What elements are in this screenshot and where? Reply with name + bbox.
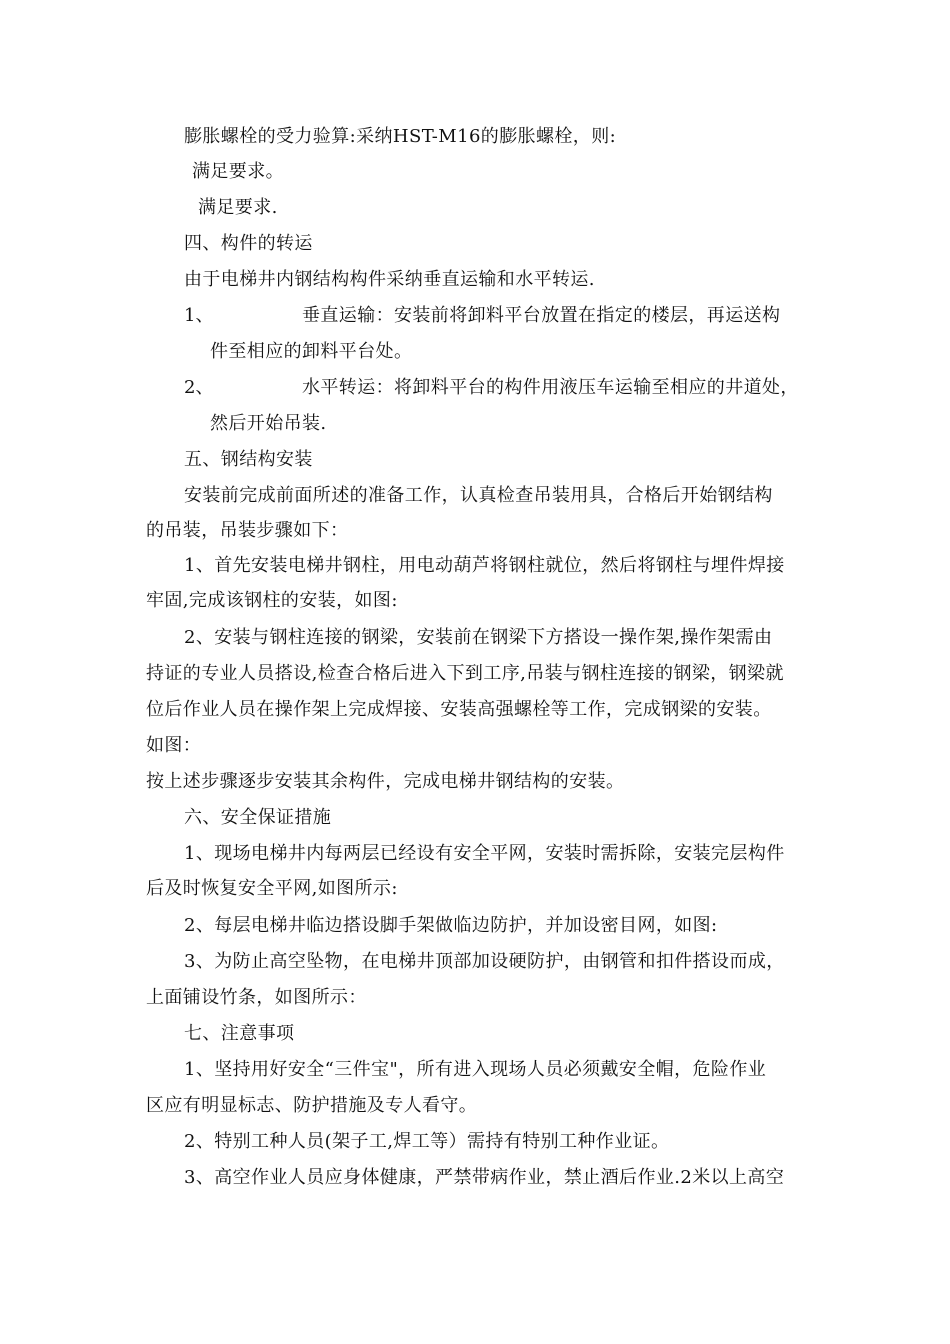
paragraph-line: 1、坚持用好安全“三件宝"，所有进入现场人员必须戴安全帽，危险作业 <box>184 1059 767 1080</box>
requirement-met-line-2: 满足要求. <box>198 197 278 218</box>
list-item-1-line-2: 件至相应的卸料平台处。 <box>210 341 413 362</box>
bolt-calc-line: 膨胀螺栓的受力验算:采纳HST-M16的膨胀螺栓，则: <box>184 126 617 147</box>
section-heading-5: 五、钢结构安装 <box>184 449 313 470</box>
paragraph-line: 上面铺设竹条，如图所示： <box>146 987 367 1008</box>
paragraph-line: 1、首先安装电梯井钢柱，用电动葫芦将钢柱就位，然后将钢柱与埋件焊接 <box>184 555 785 576</box>
paragraph-line: 位后作业人员在操作架上完成焊接、安装高强螺栓等工作，完成钢梁的安装。 <box>146 699 772 720</box>
list-item-1-line-1: 垂直运输：安装前将卸料平台放置在指定的楼层，再运送构 <box>302 305 781 326</box>
section-heading-7: 七、注意事项 <box>184 1023 295 1044</box>
paragraph-line: 如图： <box>146 735 202 756</box>
paragraph-line: 后及时恢复安全平网,如图所示: <box>146 878 398 899</box>
paragraph-line: 3、高空作业人员应身体健康，严禁带病作业，禁止酒后作业.2米以上高空 <box>184 1167 785 1188</box>
paragraph-line: 3、为防止高空坠物，在电梯井顶部加设硬防护，由钢管和扣件搭设而成， <box>184 951 785 972</box>
list-marker-2: 2、 <box>184 377 214 398</box>
paragraph-line: 2、特别工种人员(架子工,焊工等）需持有特别工种作业证。 <box>184 1131 670 1152</box>
requirement-met-line-1: 满足要求。 <box>192 161 284 182</box>
list-marker-1: 1、 <box>184 305 214 326</box>
paragraph-line: 区应有明显标志、防护措施及专人看守。 <box>146 1095 478 1116</box>
paragraph-line: 2、安装与钢柱连接的钢梁，安装前在钢梁下方搭设一操作架,操作架需由 <box>184 627 773 648</box>
list-item-2-line-2: 然后开始吊装. <box>210 413 327 434</box>
paragraph-line: 牢固,完成该钢柱的安装，如图: <box>146 590 398 611</box>
paragraph-line: 1、现场电梯井内每两层已经设有安全平网，安装时需拆除，安装完层构件 <box>184 843 785 864</box>
paragraph-line: 安装前完成前面所述的准备工作，认真检查吊装用具，合格后开始钢结构 <box>184 485 773 506</box>
paragraph-line: 2、每层电梯井临边搭设脚手架做临边防护，并加设密目网，如图: <box>184 915 718 936</box>
paragraph-line: 由于电梯井内钢结构构件采纳垂直运输和水平转运. <box>184 269 595 290</box>
paragraph-line: 的吊装，吊装步骤如下： <box>146 520 349 541</box>
paragraph-line: 按上述步骤逐步安装其余构件，完成电梯井钢结构的安装。 <box>146 771 625 792</box>
list-item-2-line-1: 水平转运：将卸料平台的构件用液压车运输至相应的井道处， <box>302 377 799 398</box>
section-heading-6: 六、安全保证措施 <box>184 807 332 828</box>
paragraph-line: 持证的专业人员搭设,检查合格后进入下到工序,吊装与钢柱连接的钢梁，钢梁就 <box>146 663 784 684</box>
section-heading-4: 四、构件的转运 <box>184 233 313 254</box>
